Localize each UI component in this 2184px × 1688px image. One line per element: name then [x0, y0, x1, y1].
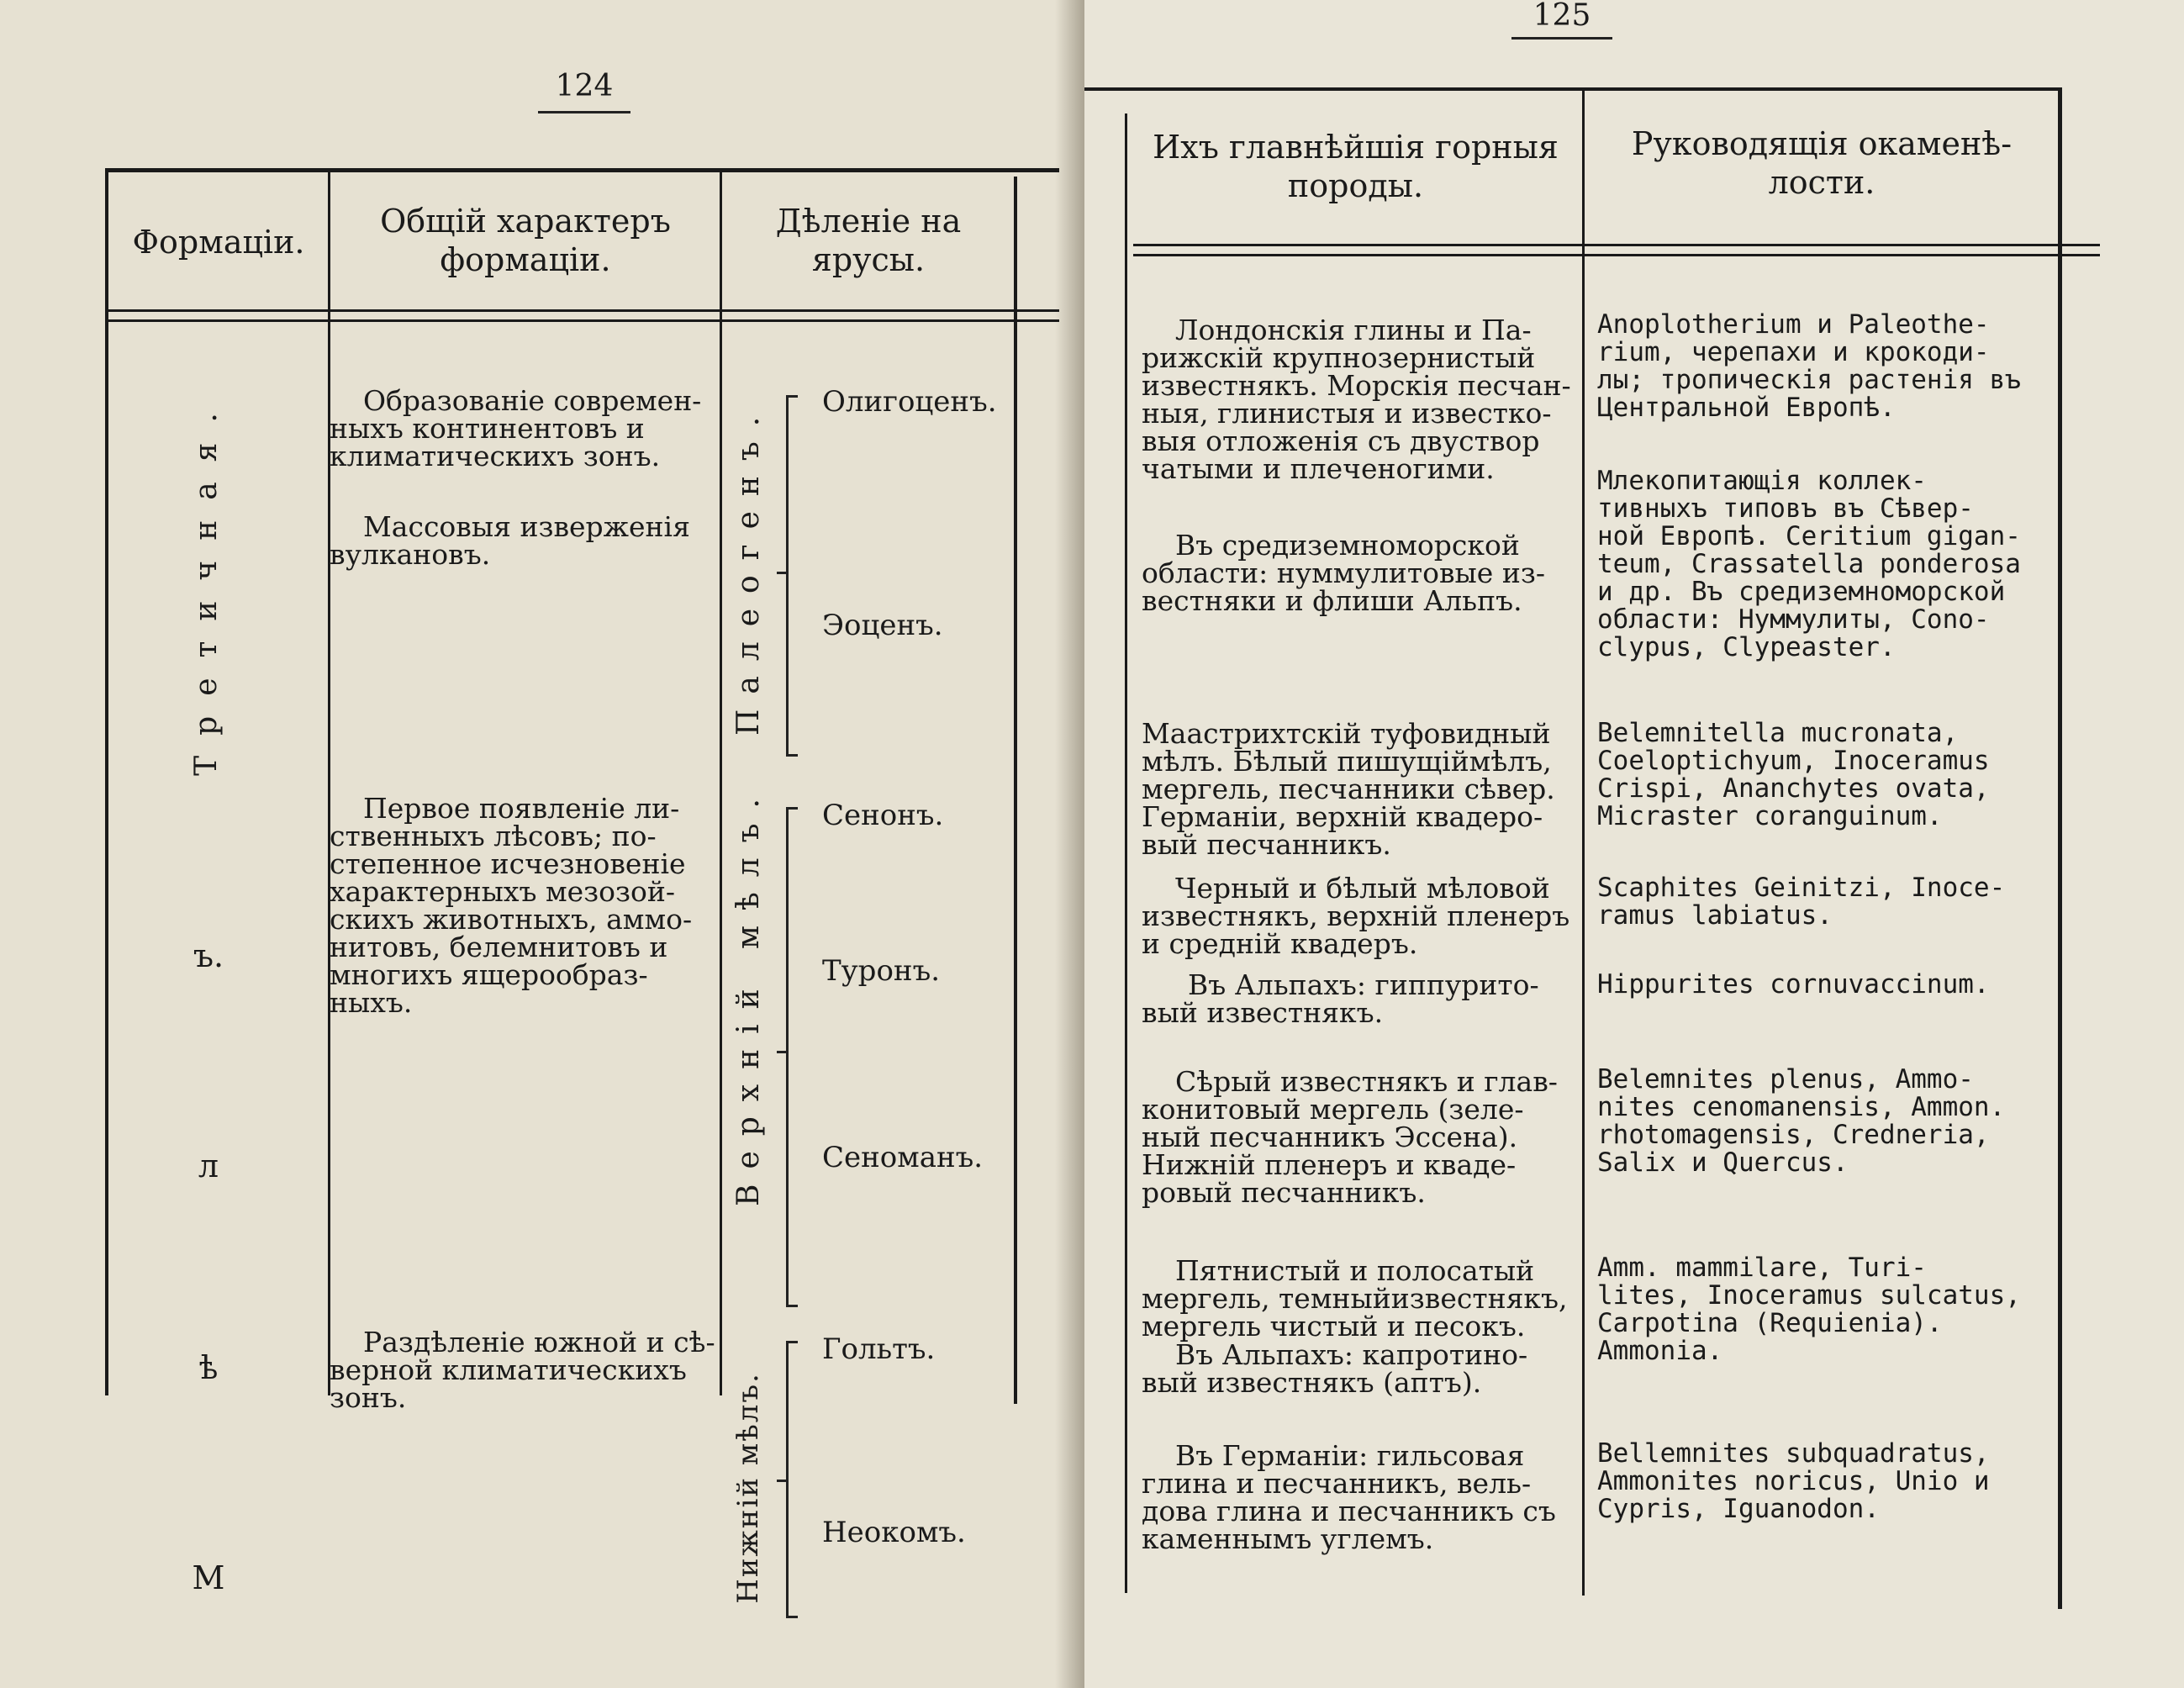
rocks-cell-6: Сѣрый известнякъ и глав- конитовый мергель (зеле- ный песчанникъ Эссена). Нижній пленеръ и квадe- ровый песчанникъ. — [1142, 1065, 1558, 1209]
stage-cenomanian: Сеноманъ. — [822, 1141, 984, 1174]
page-number-left: 124 — [555, 69, 614, 103]
column-rule-1 — [328, 168, 330, 1395]
table-top-rule — [105, 168, 1059, 172]
chalk-letter-4: ъ. — [193, 937, 224, 974]
chalk-letter-3: л — [198, 1147, 219, 1184]
stage-gault: Гольтъ. — [822, 1332, 936, 1366]
brace-lower-chalk — [786, 1341, 805, 1618]
rocks-cell-3: Маастрихтскій туфовидный мѣлъ. Бѣлый пишущіймѣлъ, мергель, песчанники сѣвер. Германіи, верхній квадеро- вый песчанникъ. — [1142, 717, 1555, 861]
group-upper-chalk: Верхній мѣлъ. — [731, 783, 766, 1206]
page-number-underline — [538, 111, 630, 113]
header-rule-1 — [105, 309, 1059, 312]
rocks-cell-7: Пятнистый и полосатый мергель, темныйизвестнякъ, мергель чистый и песокъ. — [1142, 1254, 1568, 1342]
chalk-letter-2: ѣ — [198, 1349, 219, 1386]
stage-eocene: Эоценъ. — [822, 609, 943, 642]
fossils-cell-1: Anoplotherium и Paleothe- rium, черепахи и крокоди- лы; тропическія растенія въ Центральной Европѣ. — [1597, 309, 2021, 423]
stage-turonian: Туронъ. — [822, 954, 941, 988]
header-fossils: Руководящія окаменѣ- лости. — [1631, 125, 2013, 201]
header-rule-right-1 — [1133, 244, 2100, 246]
right-page — [1084, 0, 2184, 1688]
stage-senonian: Сенонъ. — [822, 799, 944, 832]
fossils-cell-2: Млекопитающія коллек- тивныхъ типовъ въ Сѣвер- ной Европѣ. Ceritium gigan- teum, Crassatella ponderosa и др. Въ средиземноморской области: Нуммулиты, Cono- clypus, Clypeaster. — [1597, 466, 2021, 662]
group-paleogene: Палеогенъ. — [731, 401, 766, 736]
page-number-right: 125 — [1532, 0, 1591, 33]
stage-neocomian: Неокомъ. — [822, 1516, 966, 1549]
header-rocks: Ихъ главнѣйшія горныя породы. — [1153, 129, 1559, 204]
header-formation: Формаціи. — [132, 224, 305, 261]
table-right-rule — [1014, 177, 1017, 1404]
group-lower-chalk: Нижній мѣлъ. — [731, 1372, 765, 1604]
rocks-cell-8: Въ Альпахъ: капротино- вый известнякъ (аптъ). — [1142, 1338, 1528, 1399]
header-rule-2 — [105, 319, 1059, 322]
rocks-cell-1: Лондонскія глины и Па- рижскій крупнозернистый известнякъ. Морскія песчан- ныя, глинистыя и известко- выя отложенія съ двуствор чатыми и плеченогими. — [1142, 314, 1571, 485]
chalk-letter-1: М — [192, 1559, 225, 1596]
character-cell-4: Раздѣленіе южной и сѣ- верной климатическихъ зонъ. — [330, 1326, 715, 1414]
rocks-cell-4: Черный и бѣлый мѣловой известнякъ, верхній пленеръ и средній квадеръ. — [1142, 872, 1570, 960]
character-cell-3: Первое появленіе ли- ственныхъ лѣсовъ; по- степенное исчезновеніе характерныхъ мезозой- скихъ животныхъ, аммо- нитовъ, белемнитовъ и многихъ ящерообраз- ныхъ. — [330, 792, 693, 1019]
fossils-cell-5: Hippurites cornuvaccinum. — [1597, 969, 1990, 1000]
table-top-rule-right — [1084, 87, 2060, 91]
character-cell-1: Образованіе современ- ныхъ континентовъ и климатическихъ зонъ. — [330, 384, 702, 472]
header-character: Общій характеръ формаціи. — [380, 203, 671, 278]
table-right-rule-right — [2058, 87, 2062, 1609]
tertiary-label: Третичная. — [189, 393, 224, 776]
fossils-cell-3: Belemnitella mucronata, Coeloptichyum, Inoceramus Crispi, Ananchytes ovata, Micraster coranguinum. — [1597, 718, 1990, 831]
header-stages: Дѣленіе на ярусы. — [775, 203, 962, 278]
table-left-rule-right — [1125, 113, 1127, 1593]
page-number-underline-right — [1511, 37, 1612, 40]
stage-oligocene: Олигоценъ. — [822, 385, 997, 419]
fossils-cell-8: Bellemnites subquadratus, Ammonites noricus, Unio и Cypris, Iguanodon. — [1597, 1438, 1990, 1524]
brace-paleogene — [786, 395, 805, 757]
table-left-rule — [105, 168, 108, 1395]
rocks-cell-9: Въ Германіи: гильсовая глина и песчанникъ, вель- дова глина и песчанникъ съ каменнымъ углемъ. — [1142, 1439, 1556, 1555]
rocks-cell-5: Въ Альпахъ: гиппурито- вый известнякъ. — [1142, 968, 1539, 1029]
header-rule-right-2 — [1133, 254, 2100, 256]
brace-upper-chalk — [786, 807, 805, 1307]
rocks-cell-2: Въ средиземноморской области: нуммулитовые из- вестняки и флиши Альпъ. — [1142, 529, 1545, 617]
fossils-cell-7: Amm. mammilare, Turi- lites, Inoceramus sulcatus, Carpotina (Requienia). Ammonia. — [1597, 1253, 2021, 1366]
column-rule-2 — [720, 168, 722, 1395]
fossils-cell-4: Scaphites Geinitzi, Inoce- ramus labiatus. — [1597, 873, 2006, 931]
column-rule-right — [1582, 91, 1585, 1596]
character-cell-2: Массовыя изверженія вулкановъ. — [330, 510, 690, 571]
left-page — [0, 0, 1084, 1688]
fossils-cell-6: Belemnites plenus, Ammo- nites cenomanensis, Ammon. rhotomagensis, Credneria, Salix и Quercus. — [1597, 1064, 2006, 1178]
